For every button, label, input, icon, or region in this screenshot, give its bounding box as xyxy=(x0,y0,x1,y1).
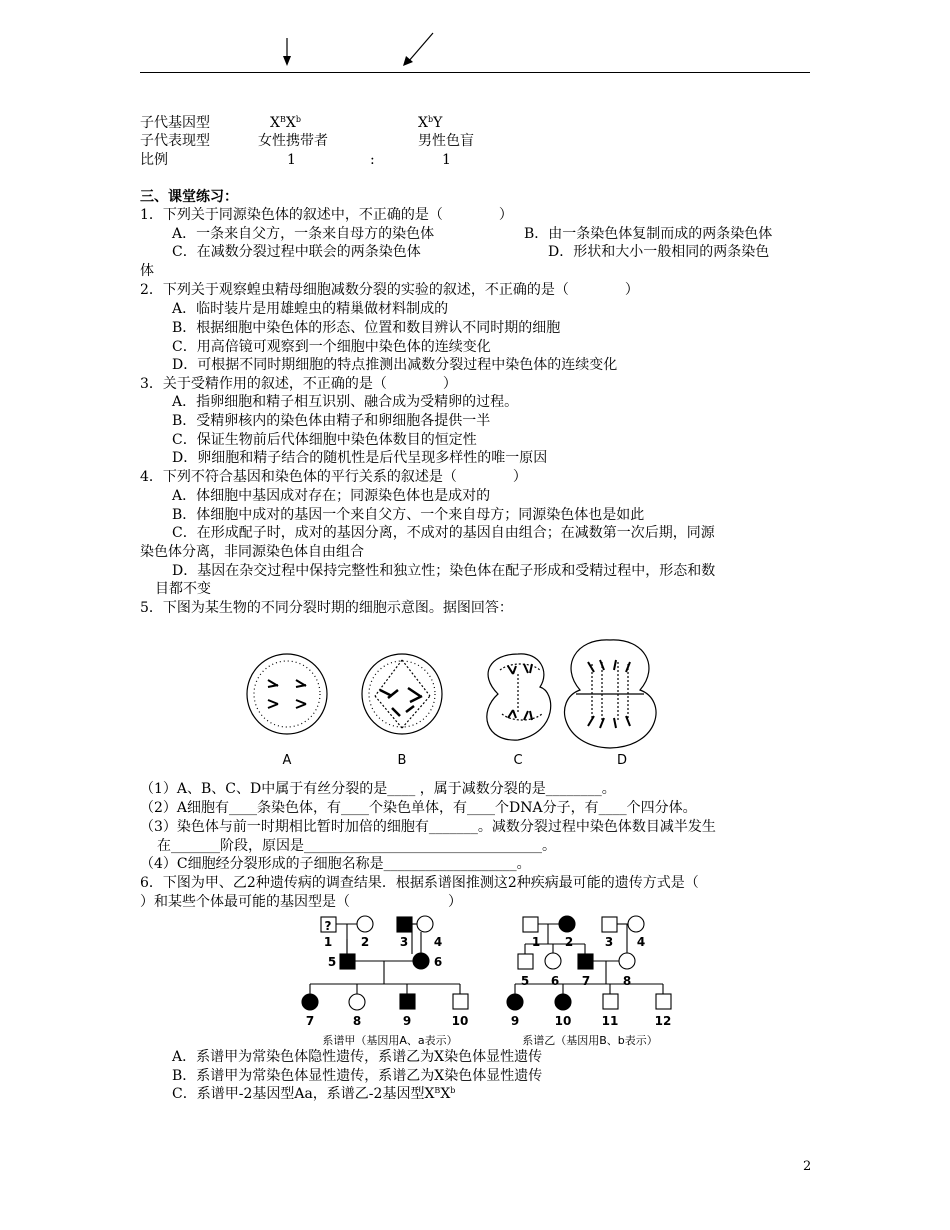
q5-stem: 5．下图为某生物的不同分裂时期的细胞示意图。据图回答： xyxy=(140,600,513,616)
ped-a-num-10: 10 xyxy=(451,1014,469,1028)
ped-b-num-3: 3 xyxy=(604,935,614,949)
phenotype-label: 子代表现型 xyxy=(140,133,210,149)
q4-stem: 4．下列不符合基因和染色体的平行关系的叙述是（ ） xyxy=(140,469,527,485)
q2-option-d: D．可根据不同时期细胞的特点推测出减数分裂过程中染色体的连续变化 xyxy=(172,357,618,373)
q1-option-a: A．一条来自父方，一条来自母方的染色体 xyxy=(172,226,435,242)
q6-stem-line2: ）和某些个体最可能的基因型是（ ） xyxy=(140,894,462,910)
ped-a-num-3: 3 xyxy=(399,935,409,949)
q3-option-a: A．指卵细胞和精子相互识别、融合成为受精卵的过程。 xyxy=(172,394,519,410)
cell-label-a: A xyxy=(282,753,292,768)
q4-option-d-line2: 目都不变 xyxy=(155,581,211,597)
ped-b-num-2: 2 xyxy=(564,935,574,949)
q3-option-d: D．卵细胞和精子结合的随机性是后代呈现多样性的唯一原因 xyxy=(172,450,548,466)
cell-label-c: C xyxy=(513,753,523,768)
q5-sub4: （4）C细胞经分裂形成的子细胞名称是___________________。 xyxy=(140,856,531,872)
cell-division-figure xyxy=(240,632,670,772)
ped-b-num-11: 11 xyxy=(601,1014,619,1028)
ratio-label: 比例 xyxy=(140,152,168,168)
q1-stem: 1．下列关于同源染色体的叙述中，不正确的是（ ） xyxy=(140,207,513,223)
cell-label-b: B xyxy=(397,753,407,768)
q2-stem: 2．下列关于观察蝗虫精母细胞减数分裂的实验的叙述，不正确的是（ ） xyxy=(140,282,639,298)
ped-b-num-8: 8 xyxy=(622,974,632,988)
q3-option-c: C．保证生物前后代体细胞中染色体数目的恒定性 xyxy=(172,432,477,448)
q2-option-b: B．根据细胞中染色体的形态、位置和数目辨认不同时期的细胞 xyxy=(172,320,561,336)
cell-d xyxy=(565,640,656,748)
q5-sub3-line1: （3）染色体与前一时期相比暂时加倍的细胞有_______。减数分裂过程中染色体数目减半发生 xyxy=(140,819,716,835)
q3-option-b: B．受精卵核内的染色体由精子和卵细胞各提供一半 xyxy=(172,413,491,429)
ped-a-num-6: 6 xyxy=(433,955,443,969)
cell-label-d: D xyxy=(616,753,628,768)
q6-stem-line1: 6．下图为甲、乙2种遗传病的调查结果．根据系谱图推测这2种疾病最可能的遗传方式是（ xyxy=(140,875,699,891)
ped-b-num-12: 12 xyxy=(654,1014,672,1028)
pedigree-figure xyxy=(300,912,680,1052)
ped-b-num-6: 6 xyxy=(550,974,560,988)
cell-b xyxy=(362,654,442,734)
pedigree-b-caption: 系谱乙（基因用B、b表示） xyxy=(522,1034,658,1047)
q1-option-d-cont: 体 xyxy=(140,263,154,279)
q4-option-d-line1: D．基因在杂交过程中保持完整性和独立性；染色体在配子形成和受精过程中，形态和数 xyxy=(172,563,716,579)
q1-option-d: D．形状和大小一般相同的两条染色 xyxy=(548,244,770,260)
q2-option-c: C．用高倍镜可观察到一个细胞中染色体的连续变化 xyxy=(172,339,491,355)
ped-b-num-7: 7 xyxy=(581,974,591,988)
phenotype-male: 男性色盲 xyxy=(418,133,474,149)
ratio-right: 1 xyxy=(442,152,451,168)
genotype-label: 子代基因型 xyxy=(140,115,210,131)
q5-sub2: （2）A细胞有____条染色体，有____个染色单体，有____个DNA分子，有____个四分体。 xyxy=(140,800,697,816)
q6-option-a: A．系谱甲为常染色体隐性遗传，系谱乙为X染色体显性遗传 xyxy=(172,1049,543,1065)
ped-a-num-4: 4 xyxy=(433,935,443,949)
ped-a-num-2: 2 xyxy=(360,935,370,949)
q4-option-c-line2: 染色体分离，非同源染色体自由组合 xyxy=(140,544,364,560)
ped-b-num-10: 10 xyxy=(554,1014,572,1028)
ped-b-num-4: 4 xyxy=(636,935,646,949)
q3-stem: 3．关于受精作用的叙述，不正确的是（ ） xyxy=(140,376,457,392)
ped-a-num-7: 7 xyxy=(305,1014,315,1028)
ped-a-num-5: 5 xyxy=(327,955,337,969)
ped-a-num-8: 8 xyxy=(352,1014,362,1028)
ped-b-num-1: 1 xyxy=(531,935,541,949)
phenotype-female: 女性携带者 xyxy=(258,133,328,149)
divider-line xyxy=(140,72,810,73)
top-arrows xyxy=(0,0,950,80)
ratio-colon: : xyxy=(370,152,375,168)
ped-b-num-5: 5 xyxy=(520,974,530,988)
q1-option-c: C．在减数分裂过程中联会的两条染色体 xyxy=(172,244,421,260)
page-number: 2 xyxy=(803,1159,812,1174)
q6-option-b: B．系谱甲为常染色体显性遗传，系谱乙为X染色体显性遗传 xyxy=(172,1068,543,1084)
q5-sub3-line2: 在_______阶段，原因是__________________________________。 xyxy=(157,838,556,854)
ped-a-num-1: 1 xyxy=(323,935,333,949)
q4-option-a: A．体细胞中基因成对存在；同源染色体也是成对的 xyxy=(172,488,491,504)
cell-a xyxy=(247,654,327,734)
pedigree-b xyxy=(507,916,671,1010)
section-title: 三、课堂练习： xyxy=(140,189,238,205)
ratio-left: 1 xyxy=(287,152,296,168)
q4-option-b: B．体细胞中成对的基因一个来自父方、一个来自母方；同源染色体也是如此 xyxy=(172,507,645,523)
genotype-male: $X^bY$ xyxy=(418,115,443,131)
q4-option-c-line1: C．在形成配子时，成对的基因分离，不成对的基因自由组合；在减数第一次后期，同源 xyxy=(172,525,715,541)
q2-option-a: A．临时装片是用雄蝗虫的精巢做材料制成的 xyxy=(172,301,449,317)
unknown-mark: ? xyxy=(324,919,332,933)
q5-sub1: （1）A、B、C、D中属于有丝分裂的是____ ，属于减数分裂的是________。 xyxy=(140,781,616,797)
q6-option-c: C．系谱甲-2基因型Aa，系谱乙-2基因型$X^BX^b$ xyxy=(172,1086,456,1102)
genotype-female: $X^BX^b$ xyxy=(270,115,301,131)
ped-b-num-9: 9 xyxy=(510,1014,520,1028)
q1-option-b: B．由一条染色体复制而成的两条染色体 xyxy=(524,226,773,242)
pedigree-a-caption: 系谱甲（基因用A、a表示） xyxy=(322,1034,458,1047)
ped-a-num-9: 9 xyxy=(402,1014,412,1028)
cell-c xyxy=(487,654,551,740)
